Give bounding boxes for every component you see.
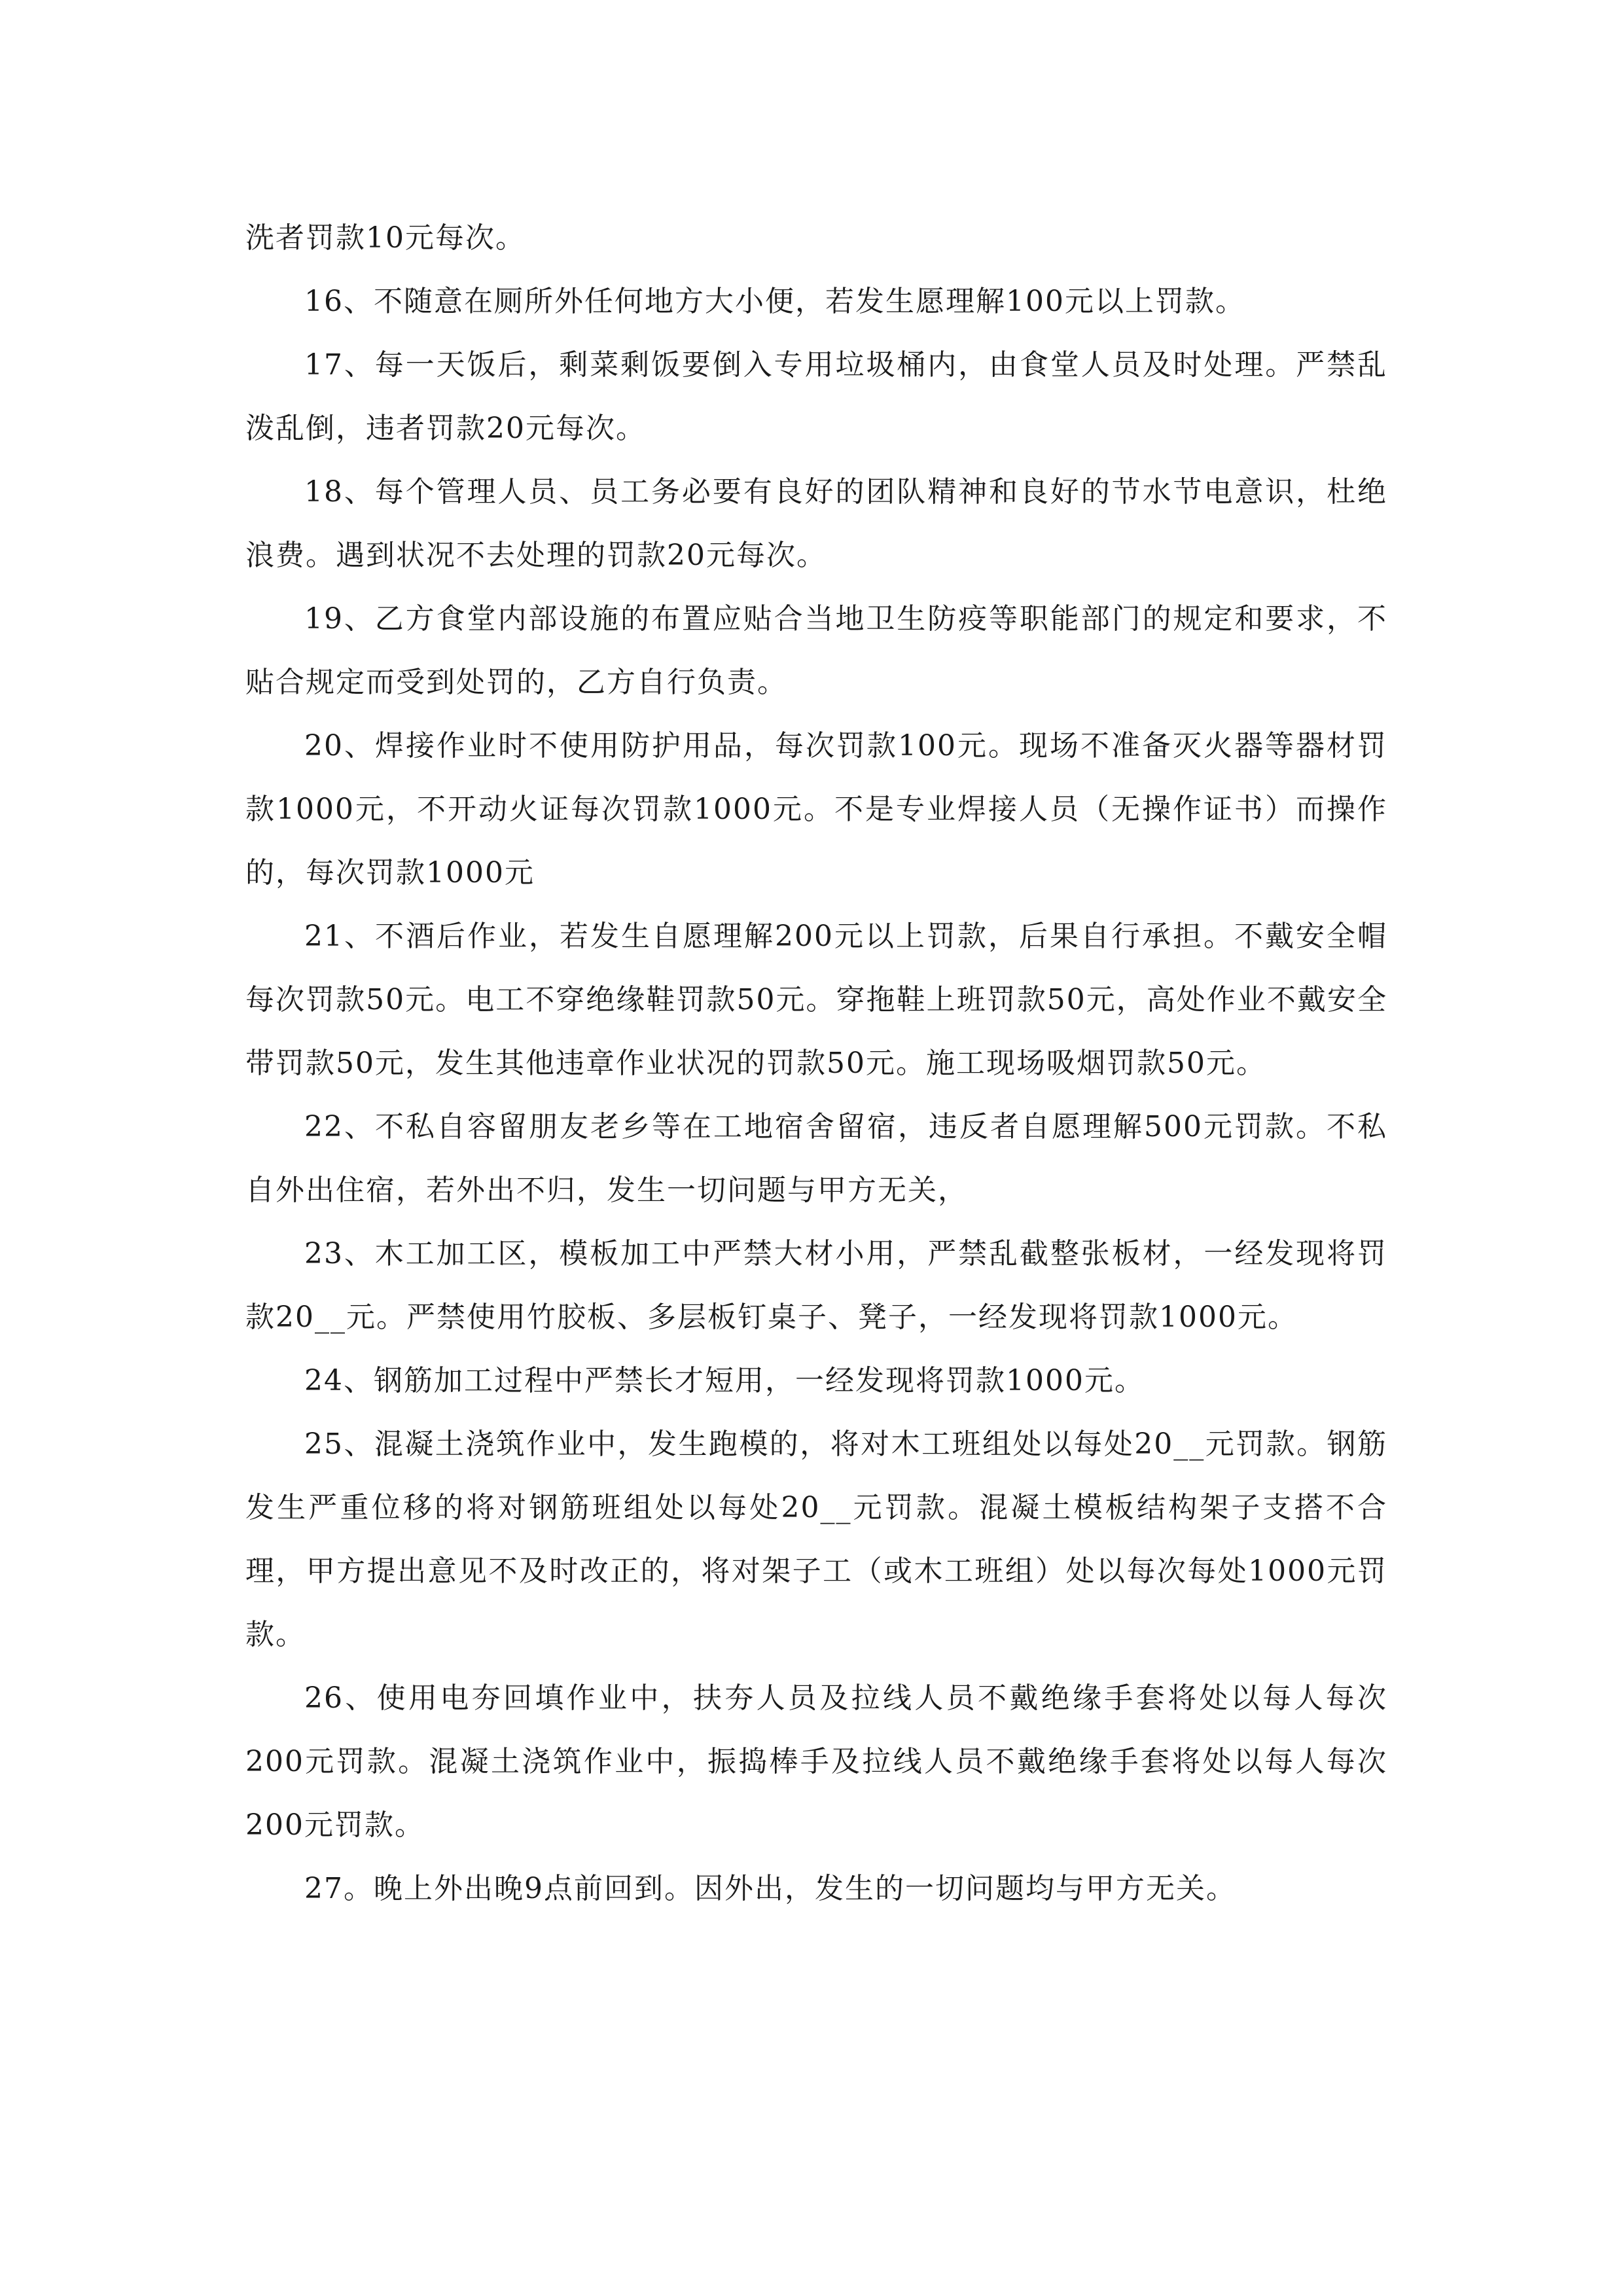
paragraph-26: 26、使用电夯回填作业中，扶夯人员及拉线人员不戴绝缘手套将处以每人每次200元罚款。混凝土浇筑作业中，振捣棒手及拉线人员不戴绝缘手套将处以每人每次200元罚款。 bbox=[245, 1681, 1387, 1842]
document-body bbox=[245, 206, 1387, 1920]
paragraph-continuation: 洗者罚款10元每次。 bbox=[245, 221, 526, 255]
paragraph-22: 22、不私自容留朋友老乡等在工地宿舍留宿，违反者自愿理解500元罚款。不私自外出住宿，若外出不归，发生一切问题与甲方无关， bbox=[245, 1110, 1387, 1207]
paragraph-27: 27。晚上外出晚9点前回到。因外出，发生的一切问题均与甲方无关。 bbox=[304, 1872, 1236, 1905]
paragraph-21: 21、不酒后作业，若发生自愿理解200元以上罚款，后果自行承担。不戴安全帽每次罚款50元。电工不穿绝缘鞋罚款50元。穿拖鞋上班罚款50元，高处作业不戴安全带罚款50元，发生其他违章作业状况的罚款50元。施工现场吸烟罚款50元。 bbox=[245, 920, 1387, 1080]
paragraph-23: 23、木工加工区，模板加工中严禁大材小用，严禁乱截整张板材，一经发现将罚款20__元。严禁使用竹胶板、多层板钉桌子、凳子，一经发现将罚款1000元。 bbox=[245, 1237, 1387, 1334]
paragraph-16: 16、不随意在厕所外任何地方大小便，若发生愿理解100元以上罚款。 bbox=[304, 285, 1245, 318]
paragraph-19: 19、乙方食堂内部设施的布置应贴合当地卫生防疫等职能部门的规定和要求，不贴合规定而受到处罚的，乙方自行负责。 bbox=[245, 602, 1387, 699]
paragraph-18: 18、每个管理人员、员工务必要有良好的团队精神和良好的节水节电意识，杜绝浪费。遇到状况不去处理的罚款20元每次。 bbox=[245, 475, 1387, 572]
paragraph-25: 25、混凝土浇筑作业中，发生跑模的，将对木工班组处以每处20__元罚款。钢筋发生严重位移的将对钢筋班组处以每处20__元罚款。混凝土模板结构架子支搭不合理，甲方提出意见不及时改正的，将对架子工（或木工班组）处以每次每处1000元罚款。 bbox=[245, 1427, 1387, 1651]
paragraph-17: 17、每一天饭后，剩菜剩饭要倒入专用垃圾桶内，由食堂人员及时处理。严禁乱泼乱倒，违者罚款20元每次。 bbox=[245, 348, 1387, 445]
paragraph-20: 20、焊接作业时不使用防护用品，每次罚款100元。现场不准备灭火器等器材罚款1000元，不开动火证每次罚款1000元。不是专业焊接人员（无操作证书）而操作的，每次罚款1000元 bbox=[245, 729, 1387, 889]
paragraph-24: 24、钢筋加工过程中严禁长才短用，一经发现将罚款1000元。 bbox=[304, 1364, 1145, 1397]
